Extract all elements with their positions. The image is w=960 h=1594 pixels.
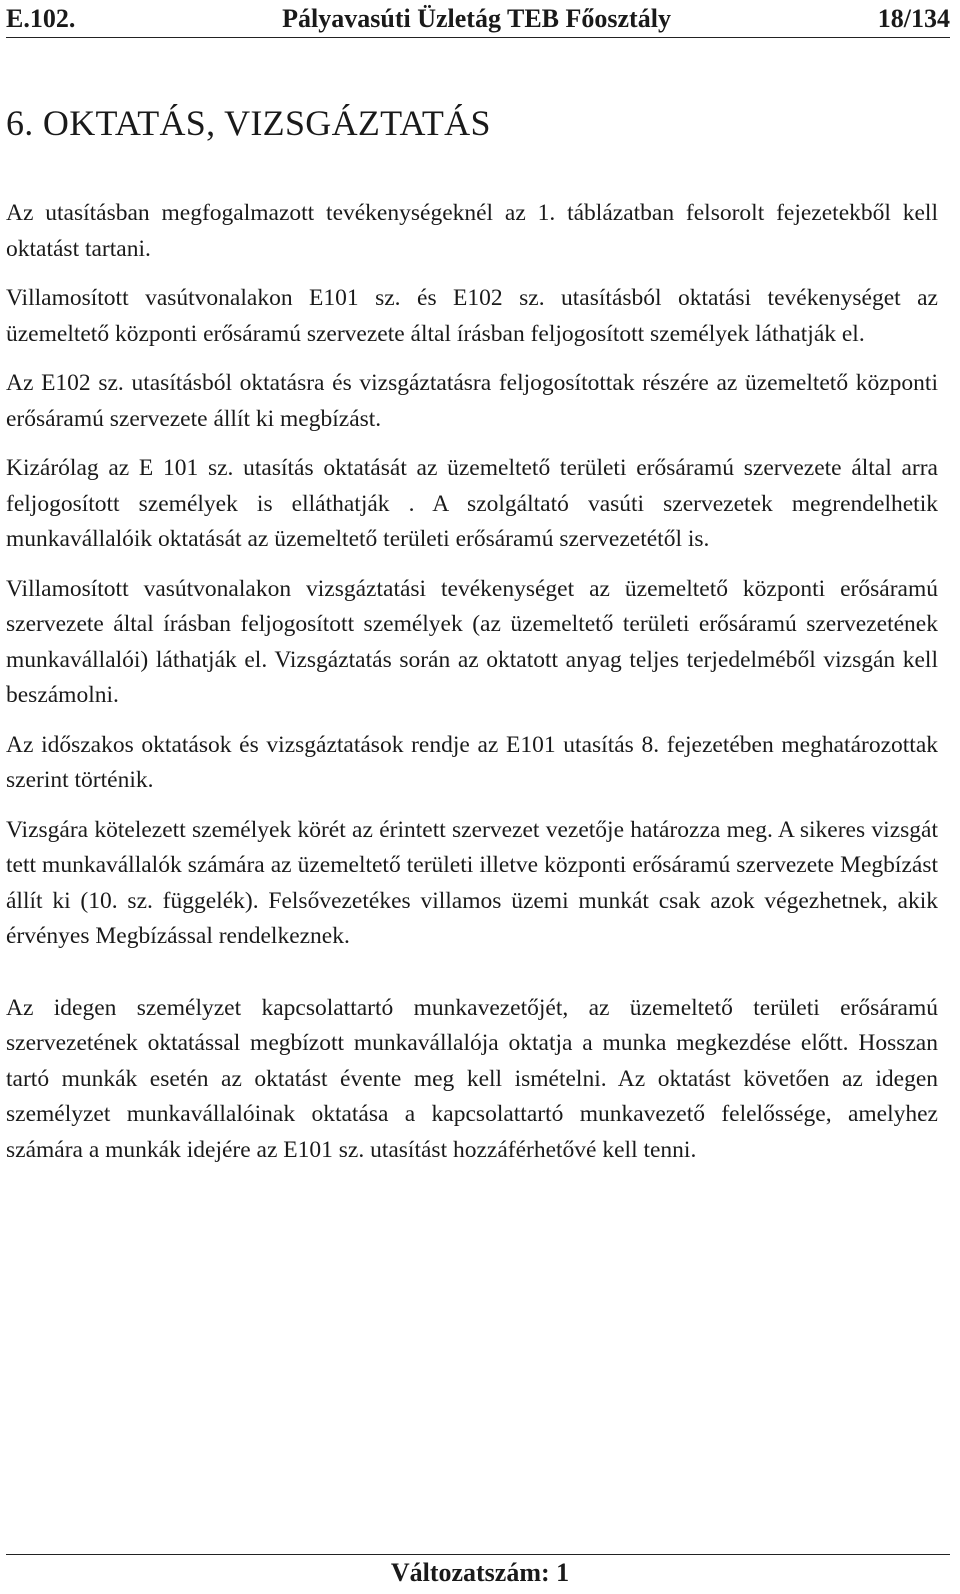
paragraph: Az időszakos oktatások és vizsgáztatások rendje az E101 utasítás 8. fejezetében meghatározottak szerint történik. — [6, 731, 938, 793]
paragraph: Kizárólag az E 101 sz. utasítás oktatását az üzemeltető területi erősáramú szervezete által arra feljogosított személyek is elláthatják . A szolgáltató vasúti szervezetek megrendelhetik munkavállalóik oktatását az üzemeltető területi erősáramú szervezetétől is. — [6, 455, 938, 552]
paragraph: Az utasításban megfogalmazott tevékenységeknél az 1. táblázatban felsorolt fejezetekből kell oktatást tartani. — [6, 200, 938, 262]
paragraph: Vizsgára kötelezett személyek körét az érintett szervezet vezetője határozza meg. A sikeres vizsgát tett munkavállalók számára az üzemeltető területi illetve központi erősáramú szervezete Megbízást állít ki (10. sz. függelék). Felsővezetékes villamos üzemi munkát csak azok végezhetnek, akik érvényes Megbízással rendelkeznek. — [6, 816, 938, 949]
paragraph: Az E102 sz. utasításból oktatásra és vizsgáztatásra feljogosítottak részére az üzemeltető központi erősáramú szervezete állít ki megbízást. — [6, 370, 938, 432]
section-title: 6. OKTATÁS, VIZSGÁZTATÁS — [6, 103, 491, 143]
paragraph: Villamosított vasútvonalakon vizsgáztatási tevékenységet az üzemeltető központi erősáramú szervezete által írásban feljogosított személyek (az üzemeltető területi erősáramú szervezetének munkavállalói) láthatják el. Vizsgáztatás során az oktatott anyag teljes terjedelméből vizsgán kell beszámolni. — [6, 575, 938, 708]
page-header — [6, 0, 950, 38]
organization-name: Pályavasúti Üzletág TEB Főosztály — [282, 4, 671, 33]
document-body — [6, 196, 938, 1182]
version-footer: Változatszám: 1 — [390, 1558, 570, 1587]
paragraph: Villamosított vasútvonalakon E101 sz. és E102 sz. utasításból oktatási tevékenységet az üzemeltető központi erősáramú szervezete által írásban feljogosított személyek láthatják el. — [6, 285, 938, 347]
document-code: E.102. — [6, 4, 76, 33]
footer-divider — [6, 1554, 950, 1555]
paragraph: Az idegen személyzet kapcsolattartó munkavezetőjét, az üzemeltető területi erősáramú szervezetének oktatással megbízott munkavállalója oktatja a munka megkezdése előtt. Hosszan tartó munkák esetén az oktatást évente meg kell ismételni. Az oktatást követően az idegen személyzet munkavállalóinak oktatása a kapcsolattartó munkavezető felelőssége, amelyhez számára a munkák idejére az E101 sz. utasítást hozzáférhetővé kell tenni. — [6, 994, 938, 1163]
page-number: 18/134 — [877, 4, 950, 33]
